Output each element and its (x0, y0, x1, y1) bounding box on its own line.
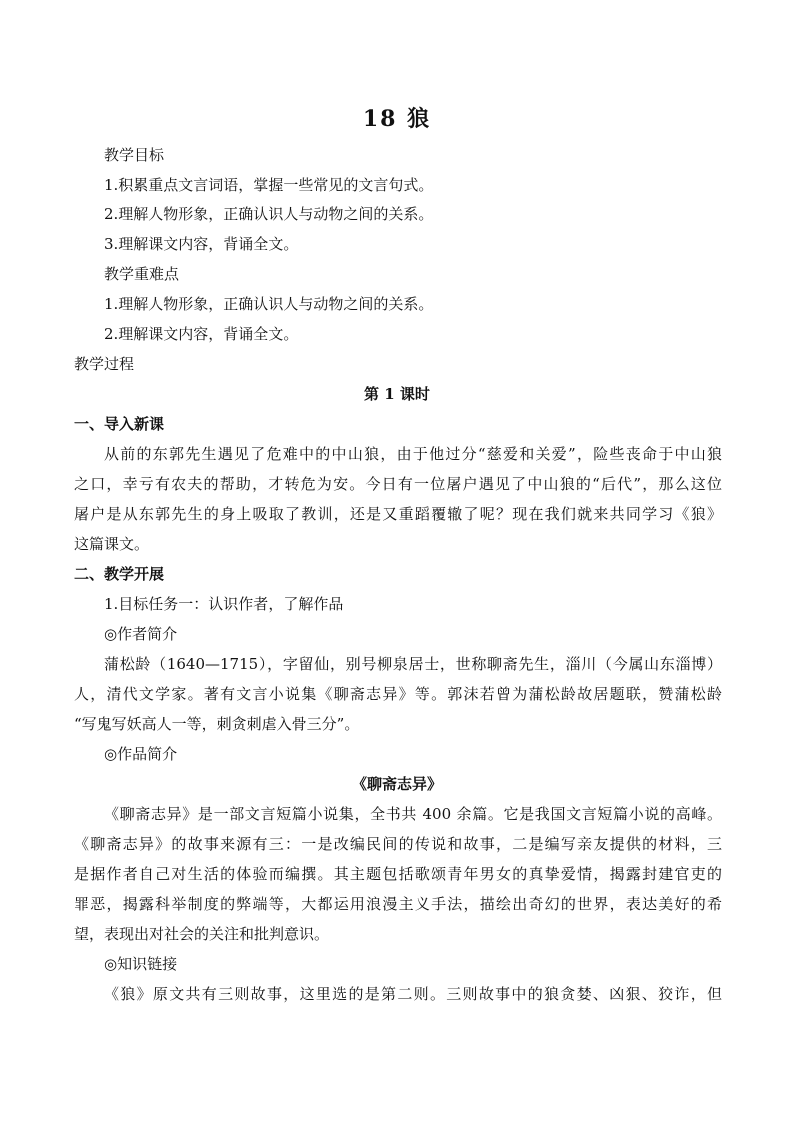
key-points-heading: 教学重难点 (104, 265, 180, 283)
work-intro-heading: ◎作品简介 (104, 745, 178, 763)
author-line-3: “写鬼写妖高人一等，刺贪刺虐入骨三分”。 (74, 715, 360, 733)
work-line-1: 《聊斋志异》是一部文言短篇小说集，全书共 400 余篇。它是我国文言短篇小说的高峰。 (104, 805, 722, 823)
work-line-4: 罪恶，揭露科举制度的弊端等，大都运用浪漫主义手法，描绘出奇幻的世界，表达美好的希 (74, 895, 722, 913)
author-intro-heading: ◎作者简介 (104, 625, 178, 643)
author-line-1: 蒲松龄（1640—1715），字留仙，别号柳泉居士，世称聊斋先生，淄川（今属山东淄博） (104, 655, 722, 673)
process-heading: 教学过程 (74, 355, 135, 373)
section1-line-3: 屠户是从东郭先生的身上吸取了教训，还是又重蹈覆辙了呢？现在我们就来共同学习《狼》 (74, 505, 722, 523)
page-title: 18 狼 (362, 106, 432, 132)
work-line-2: 《聊斋志异》的故事来源有三：一是改编民间的传说和故事，二是编写亲友提供的材料，三 (74, 835, 722, 853)
goal-item-1: 1.积累重点文言词语，掌握一些常见的文言句式。 (104, 176, 434, 194)
task1-text: 1.目标任务一：认识作者，了解作品 (104, 595, 344, 613)
section1-line-2: 之口，幸亏有农夫的帮助，才转危为安。今日有一位屠户遇见了中山狼的“后代”，那么这位 (74, 475, 722, 493)
author-line-2: 人，清代文学家。著有文言小说集《聊斋志异》等。郭沫若曾为蒲松龄故居题联，赞蒲松龄 (74, 685, 722, 703)
work-line-5: 望，表现出对社会的关注和批判意识。 (74, 925, 330, 943)
lesson-heading: 第 1 课时 (364, 385, 430, 403)
key-point-1: 1.理解人物形象，正确认识人与动物之间的关系。 (104, 295, 434, 313)
knowledge-heading: ◎知识链接 (104, 955, 178, 973)
section1-line-1: 从前的东郭先生遇见了危难中的中山狼，由于他过分“慈爱和关爱”，险些丧命于中山狼 (104, 445, 722, 463)
work-title: 《聊斋志异》 (351, 775, 442, 793)
work-line-3: 是据作者自己对生活的体验而编撰。其主题包括歌颂青年男女的真挚爱情，揭露封建官吏的 (74, 865, 722, 883)
knowledge-line-1: 《狼》原文共有三则故事，这里选的是第二则。三则故事中的狼贪婪、凶狠、狡诈，但 (104, 985, 722, 1003)
goal-item-2: 2.理解人物形象，正确认识人与动物之间的关系。 (104, 205, 434, 223)
section1-heading: 一、导入新课 (74, 415, 165, 433)
goals-heading: 教学目标 (104, 146, 165, 164)
key-point-2: 2.理解课文内容，背诵全文。 (104, 325, 299, 343)
section2-heading: 二、教学开展 (74, 565, 165, 583)
section1-line-4: 这篇课文。 (74, 535, 150, 553)
goal-item-3: 3.理解课文内容，背诵全文。 (104, 235, 299, 253)
